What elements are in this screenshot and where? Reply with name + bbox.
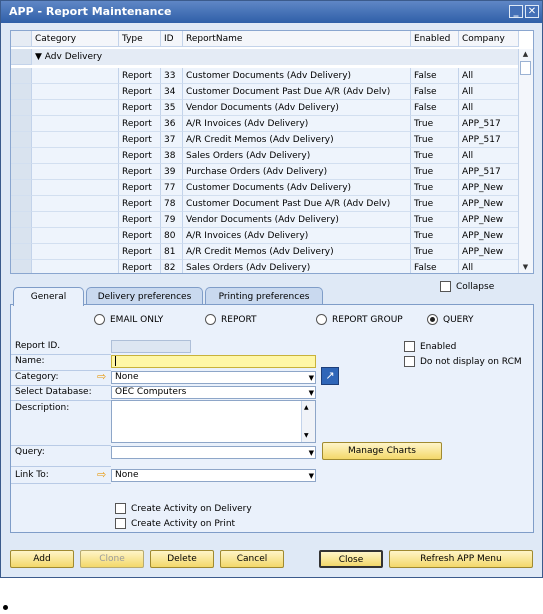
cell-company[interactable]: All xyxy=(459,148,519,164)
cell-id[interactable]: 78 xyxy=(161,196,183,212)
cell-type[interactable]: Report xyxy=(119,116,161,132)
link-to-select[interactable]: None ▼ xyxy=(111,469,316,482)
cell-reportname[interactable]: Customer Document Past Due A/R (Adv Delv) xyxy=(183,196,411,212)
row-selector[interactable] xyxy=(11,84,32,100)
cell-company[interactable]: APP_517 xyxy=(459,164,519,180)
radio-report[interactable] xyxy=(205,314,216,325)
cell-company[interactable]: APP_New xyxy=(459,244,519,260)
title-bar[interactable] xyxy=(1,1,542,23)
query-select[interactable] xyxy=(111,446,316,459)
table-row[interactable] xyxy=(11,148,519,164)
scroll-up-icon[interactable]: ▲ xyxy=(522,50,529,58)
table-row[interactable] xyxy=(11,164,519,180)
cell-category[interactable] xyxy=(32,68,119,84)
cell-id[interactable]: 77 xyxy=(161,180,183,196)
group-row[interactable] xyxy=(11,49,519,65)
collapse-triangle-icon[interactable]: ▼ xyxy=(35,52,42,62)
refresh-app-menu-button[interactable]: Refresh APP Menu xyxy=(389,550,533,568)
close-icon[interactable]: ✕ xyxy=(525,5,539,18)
table-row[interactable] xyxy=(11,68,519,84)
cell-type[interactable]: Report xyxy=(119,84,161,100)
general-panel xyxy=(10,304,534,533)
cell-reportname[interactable]: Vendor Documents (Adv Delivery) xyxy=(183,100,411,116)
group-toggle[interactable] xyxy=(32,49,152,65)
name-label: Name: xyxy=(15,356,45,366)
row-selector[interactable] xyxy=(11,260,32,274)
cell-category[interactable] xyxy=(32,164,119,180)
cell-reportname[interactable]: Purchase Orders (Adv Delivery) xyxy=(183,164,411,180)
cell-enabled[interactable]: False xyxy=(411,260,459,274)
report-id-field xyxy=(111,340,191,353)
cell-company[interactable]: All xyxy=(459,68,519,84)
scroll-up-icon[interactable]: ▲ xyxy=(304,404,309,411)
link-to-label: Link To: xyxy=(15,470,49,480)
chevron-down-icon: ▼ xyxy=(308,449,314,457)
row-selector-header xyxy=(11,31,32,47)
create-activity-delivery-label: Create Activity on Delivery xyxy=(131,504,252,514)
cell-category[interactable] xyxy=(32,116,119,132)
row-selector[interactable] xyxy=(11,212,32,228)
add-button[interactable]: Add xyxy=(10,550,74,568)
radio-email-only[interactable] xyxy=(94,314,105,325)
category-edit-button[interactable] xyxy=(321,367,339,385)
grid-header-row xyxy=(11,31,519,47)
cell-enabled[interactable]: True xyxy=(411,244,459,260)
radio-report-group-label: REPORT GROUP xyxy=(332,315,403,325)
cell-enabled[interactable]: True xyxy=(411,148,459,164)
cell-id[interactable]: 33 xyxy=(161,68,183,84)
cell-type[interactable]: Report xyxy=(119,164,161,180)
tab-delivery-preferences[interactable]: Delivery preferences xyxy=(86,287,203,305)
cell-type[interactable]: Report xyxy=(119,260,161,274)
chevron-down-icon: ▼ xyxy=(308,389,314,397)
row-selector[interactable] xyxy=(11,116,32,132)
cell-type[interactable]: Report xyxy=(119,132,161,148)
table-row[interactable] xyxy=(11,196,519,212)
cell-category[interactable] xyxy=(32,132,119,148)
cell-company[interactable]: All xyxy=(459,260,519,274)
delete-button[interactable]: Delete xyxy=(150,550,214,568)
cell-id[interactable]: 38 xyxy=(161,148,183,164)
database-select[interactable]: OEC Computers ▼ xyxy=(111,386,316,399)
cell-reportname[interactable]: Vendor Documents (Adv Delivery) xyxy=(183,212,411,228)
cell-enabled[interactable]: True xyxy=(411,116,459,132)
row-selector[interactable] xyxy=(11,228,32,244)
chevron-down-icon: ▼ xyxy=(308,374,314,382)
cell-enabled[interactable]: True xyxy=(411,164,459,180)
cell-type[interactable]: Report xyxy=(119,196,161,212)
table-row[interactable] xyxy=(11,228,519,244)
row-selector[interactable] xyxy=(11,100,32,116)
header-reportname[interactable]: ReportName xyxy=(183,31,411,47)
cancel-button[interactable]: Cancel xyxy=(220,550,284,568)
cell-category[interactable] xyxy=(32,100,119,116)
cell-type[interactable]: Report xyxy=(119,228,161,244)
cell-reportname[interactable]: A/R Invoices (Adv Delivery) xyxy=(183,116,411,132)
table-row[interactable] xyxy=(11,180,519,196)
query-label: Query: xyxy=(15,447,45,457)
cell-reportname[interactable]: Sales Orders (Adv Delivery) xyxy=(183,148,411,164)
cell-category[interactable] xyxy=(32,84,119,100)
link-arrow-icon[interactable]: ⇨ xyxy=(97,370,107,383)
name-input[interactable] xyxy=(111,355,316,368)
row-selector[interactable] xyxy=(11,68,32,84)
cell-category[interactable] xyxy=(32,196,119,212)
description-label: Description: xyxy=(15,403,70,413)
header-id[interactable]: ID xyxy=(161,31,183,47)
table-row[interactable] xyxy=(11,244,519,260)
cell-enabled[interactable]: False xyxy=(411,84,459,100)
bullet-dot xyxy=(3,605,8,610)
cell-id[interactable]: 79 xyxy=(161,212,183,228)
cell-type[interactable]: Report xyxy=(119,180,161,196)
cell-company[interactable]: APP_New xyxy=(459,212,519,228)
minimize-icon[interactable]: _ xyxy=(509,5,523,18)
cell-id[interactable]: 39 xyxy=(161,164,183,180)
cell-category[interactable] xyxy=(32,228,119,244)
header-enabled[interactable]: Enabled xyxy=(411,31,459,47)
cell-id[interactable]: 80 xyxy=(161,228,183,244)
cell-id[interactable]: 37 xyxy=(161,132,183,148)
cell-enabled[interactable]: True xyxy=(411,212,459,228)
tab-printing-preferences[interactable]: Printing preferences xyxy=(205,287,323,305)
vertical-scrollbar[interactable] xyxy=(518,49,533,273)
cell-enabled[interactable]: False xyxy=(411,100,459,116)
table-row[interactable] xyxy=(11,100,519,116)
cell-reportname[interactable]: Sales Orders (Adv Delivery) xyxy=(183,260,411,274)
radio-query[interactable] xyxy=(427,314,438,325)
create-activity-print-checkbox[interactable] xyxy=(115,518,126,529)
header-company[interactable]: Company xyxy=(459,31,519,47)
cell-id[interactable]: 35 xyxy=(161,100,183,116)
link-arrow-icon[interactable]: ⇨ xyxy=(97,468,107,481)
enabled-label: Enabled xyxy=(420,342,457,352)
report-grid[interactable] xyxy=(10,30,534,274)
cell-category[interactable] xyxy=(32,244,119,260)
row-selector[interactable] xyxy=(11,180,32,196)
description-textarea[interactable] xyxy=(111,400,316,443)
cell-category[interactable] xyxy=(32,180,119,196)
cell-type[interactable]: Report xyxy=(119,68,161,84)
window-title: APP - Report Maintenance xyxy=(9,5,172,18)
no-display-rcm-checkbox[interactable] xyxy=(404,356,415,367)
cell-id[interactable]: 81 xyxy=(161,244,183,260)
no-display-rcm-label: Do not display on RCM xyxy=(420,357,522,367)
edit-arrow-icon: ↗ xyxy=(325,369,335,382)
cell-company[interactable]: APP_New xyxy=(459,196,519,212)
row-selector[interactable] xyxy=(11,49,32,65)
cell-company[interactable]: All xyxy=(459,100,519,116)
table-row[interactable] xyxy=(11,84,519,100)
category-label: Category: xyxy=(15,372,59,382)
cell-type[interactable]: Report xyxy=(119,212,161,228)
cell-type[interactable]: Report xyxy=(119,148,161,164)
clone-button[interactable]: Clone xyxy=(80,550,144,568)
table-row[interactable] xyxy=(11,116,519,132)
close-button[interactable]: Close xyxy=(319,550,383,568)
cell-reportname[interactable]: Customer Documents (Adv Delivery) xyxy=(183,180,411,196)
category-select[interactable]: None ▼ xyxy=(111,371,316,384)
cell-enabled[interactable]: False xyxy=(411,68,459,84)
cell-enabled[interactable]: True xyxy=(411,196,459,212)
create-activity-delivery-checkbox[interactable] xyxy=(115,503,126,514)
create-activity-print-label: Create Activity on Print xyxy=(131,519,236,529)
cell-type[interactable]: Report xyxy=(119,100,161,116)
cell-reportname[interactable]: Customer Document Past Due A/R (Adv Delv) xyxy=(183,84,411,100)
enabled-checkbox[interactable] xyxy=(404,341,415,352)
radio-email-only-label: EMAIL ONLY xyxy=(110,315,164,325)
radio-query-label: QUERY xyxy=(443,315,474,325)
scroll-thumb[interactable] xyxy=(520,61,531,75)
scroll-down-icon[interactable]: ▼ xyxy=(304,432,309,439)
header-category[interactable]: Category xyxy=(32,31,119,47)
cell-enabled[interactable]: True xyxy=(411,180,459,196)
row-selector[interactable] xyxy=(11,196,32,212)
cell-type[interactable]: Report xyxy=(119,244,161,260)
cell-enabled[interactable]: True xyxy=(411,132,459,148)
collapse-checkbox[interactable] xyxy=(440,281,451,292)
chevron-down-icon: ▼ xyxy=(308,472,314,480)
collapse-label: Collapse xyxy=(456,282,495,292)
radio-report-group[interactable] xyxy=(316,314,327,325)
cell-category[interactable] xyxy=(32,260,119,274)
cell-reportname[interactable]: A/R Invoices (Adv Delivery) xyxy=(183,228,411,244)
row-selector[interactable] xyxy=(11,148,32,164)
cell-id[interactable]: 82 xyxy=(161,260,183,274)
cell-company[interactable]: APP_517 xyxy=(459,116,519,132)
row-selector[interactable] xyxy=(11,244,32,260)
table-row[interactable] xyxy=(11,132,519,148)
table-row[interactable] xyxy=(11,260,519,274)
radio-report-label: REPORT xyxy=(221,315,257,325)
description-scrollbar[interactable] xyxy=(301,401,315,442)
cell-category[interactable] xyxy=(32,148,119,164)
cell-company[interactable]: All xyxy=(459,84,519,100)
cell-company[interactable]: APP_517 xyxy=(459,132,519,148)
manage-charts-button[interactable]: Manage Charts xyxy=(322,442,442,460)
header-type[interactable]: Type xyxy=(119,31,161,47)
cell-company[interactable]: APP_New xyxy=(459,228,519,244)
cell-company[interactable]: APP_New xyxy=(459,180,519,196)
cell-id[interactable]: 34 xyxy=(161,84,183,100)
cell-reportname[interactable]: A/R Credit Memos (Adv Delivery) xyxy=(183,244,411,260)
database-label: Select Database: xyxy=(15,387,92,397)
report-id-label: Report ID. xyxy=(15,341,61,351)
row-selector[interactable] xyxy=(11,132,32,148)
cell-enabled[interactable]: True xyxy=(411,228,459,244)
cell-reportname[interactable]: Customer Documents (Adv Delivery) xyxy=(183,68,411,84)
cell-id[interactable]: 36 xyxy=(161,116,183,132)
table-row[interactable] xyxy=(11,212,519,228)
cell-category[interactable] xyxy=(32,212,119,228)
tab-general[interactable]: General xyxy=(13,287,84,306)
scroll-down-icon[interactable]: ▼ xyxy=(522,263,529,271)
row-selector[interactable] xyxy=(11,164,32,180)
group-label: Adv Delivery xyxy=(44,52,103,62)
cell-reportname[interactable]: A/R Credit Memos (Adv Delivery) xyxy=(183,132,411,148)
